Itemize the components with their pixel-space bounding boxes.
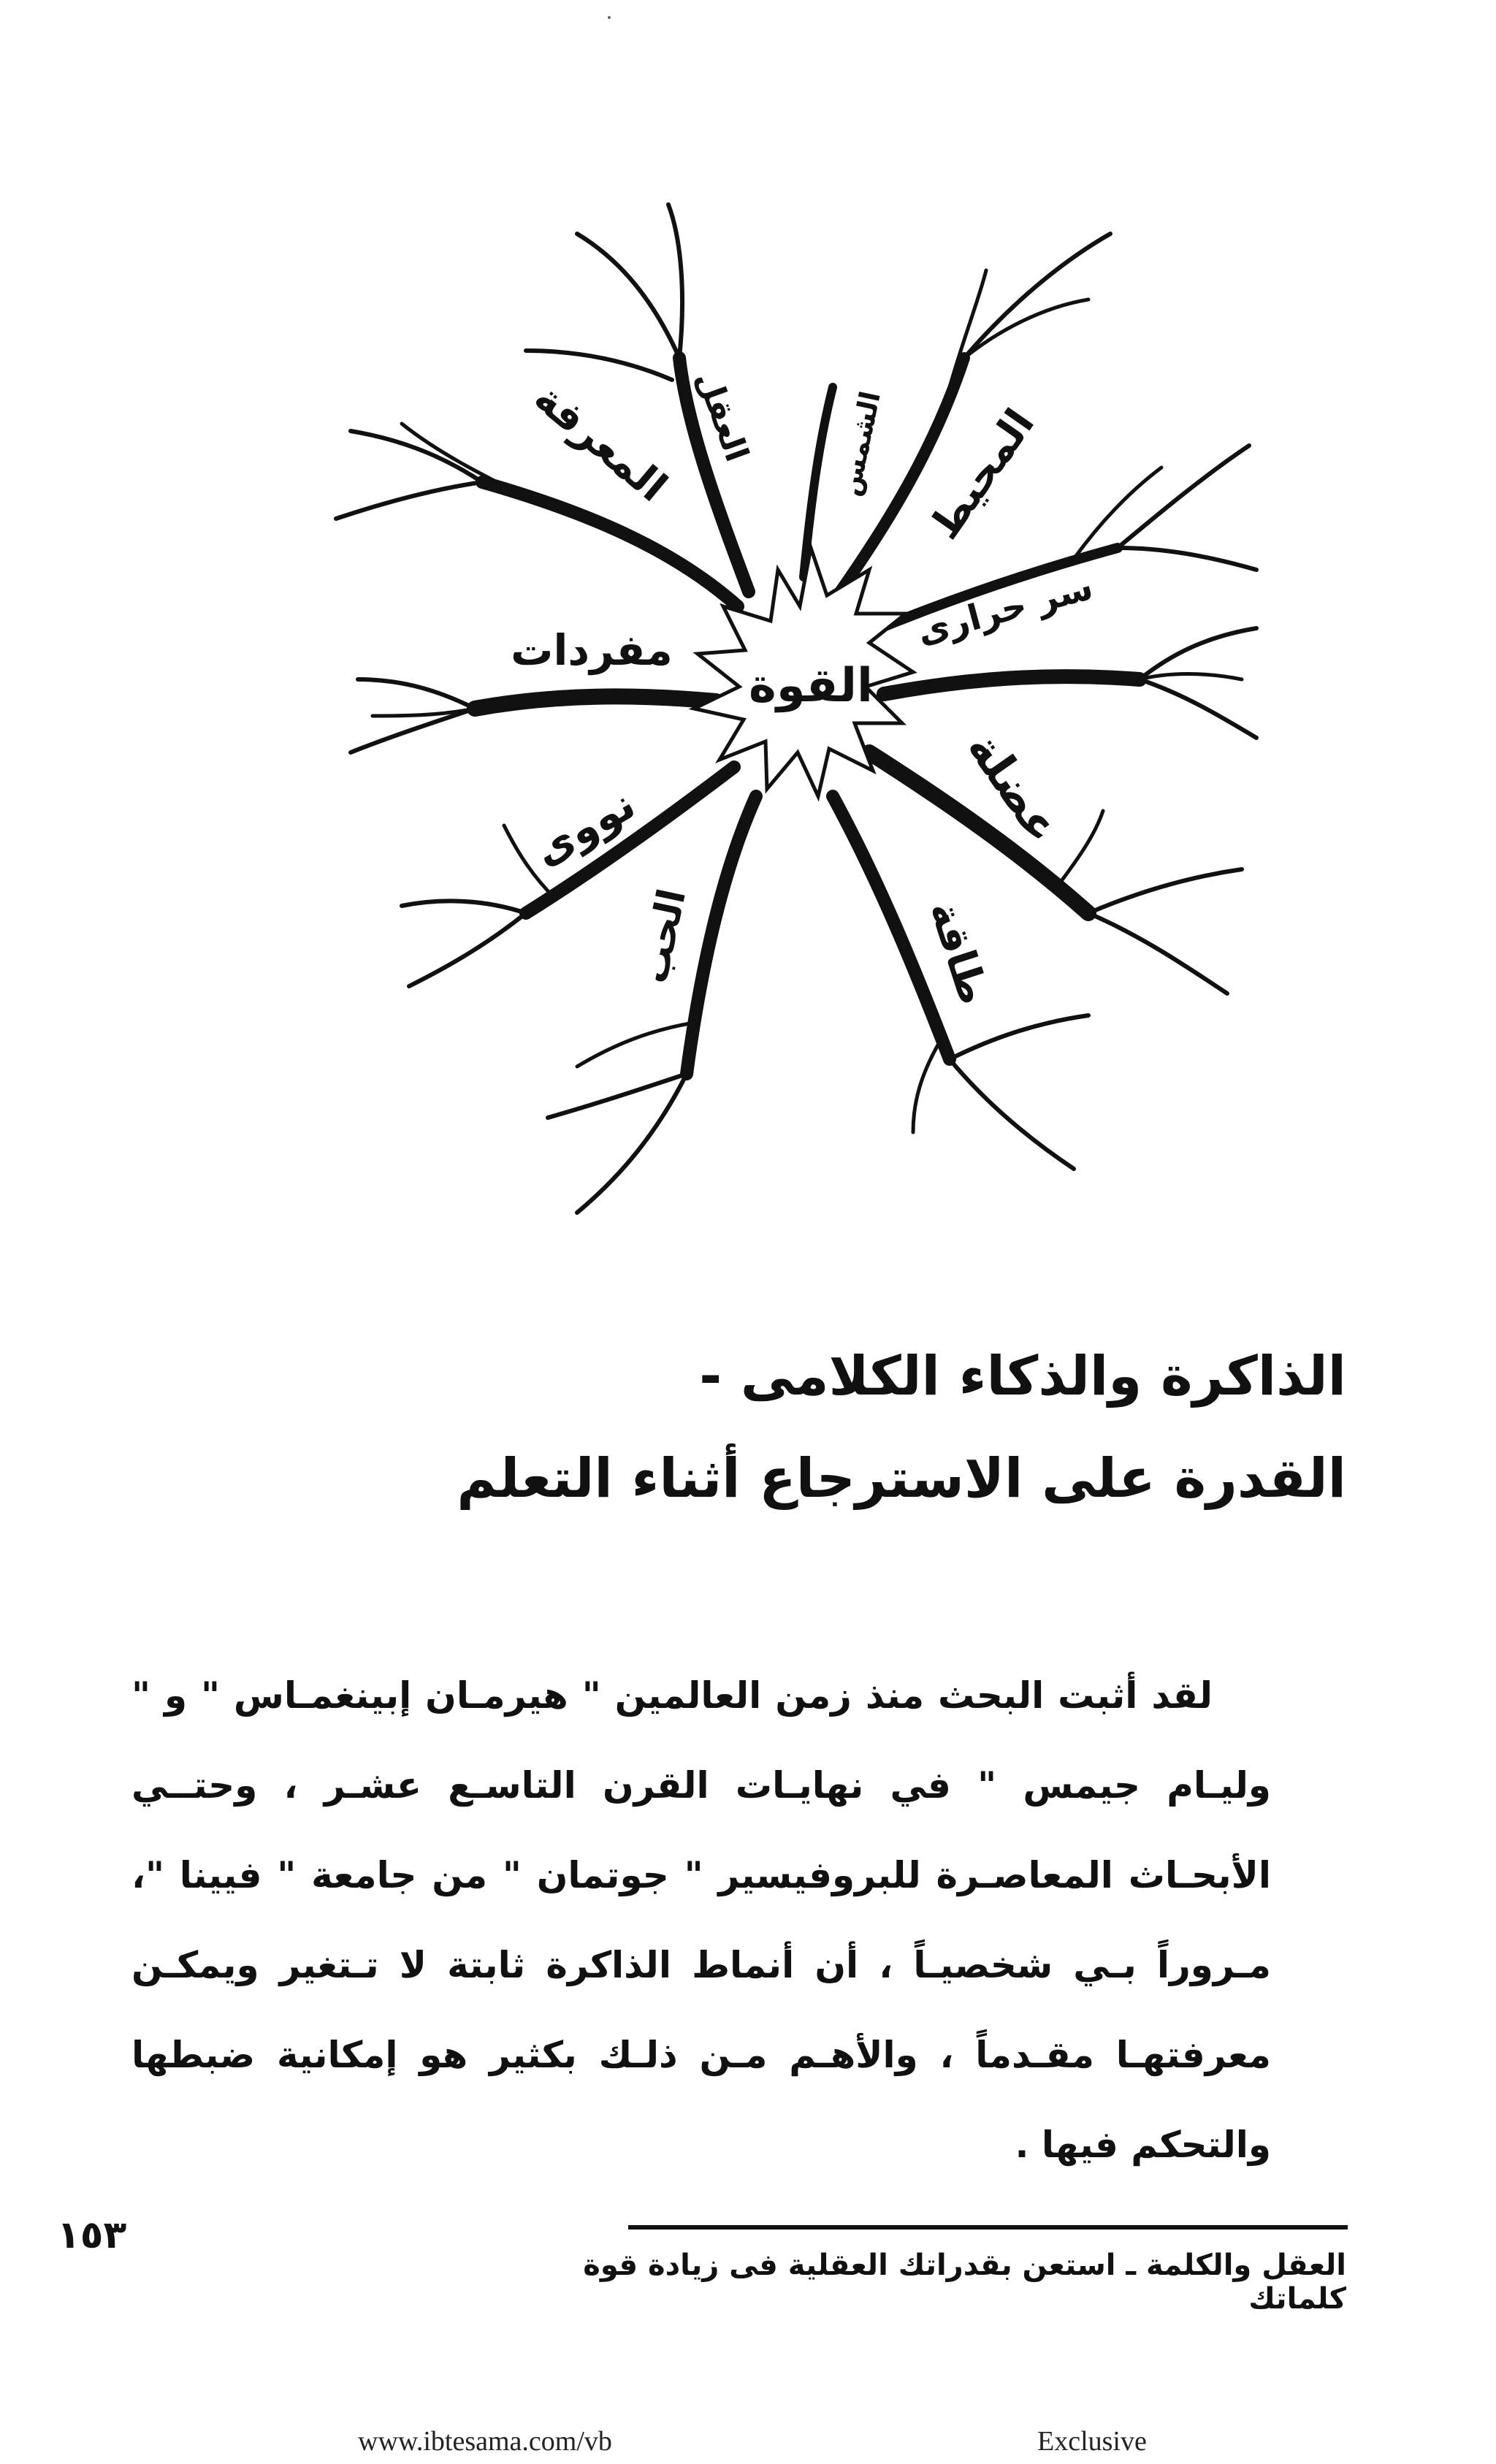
section-heading-line-2: القدرة على الاسترجاع أثناء التعلم — [457, 1447, 1346, 1510]
footer-rule — [628, 2225, 1348, 2230]
watermark-tag: Exclusive — [1037, 2426, 1147, 2457]
section-heading-line-1: الذاكرة والذكاء الكلامى - — [699, 1345, 1346, 1408]
branch-left — [475, 696, 716, 709]
mind-map — [307, 139, 1315, 1293]
mind-map-drawing — [307, 139, 1315, 1293]
branch-right — [884, 676, 1140, 694]
page-number: ١٥٣ — [57, 2213, 127, 2257]
branch-label-vocabulary: مفردات — [511, 625, 673, 675]
branch-upper-mid — [804, 387, 833, 577]
branch-label-nuclear: نووى — [525, 779, 644, 876]
branch-lower-left-2 — [687, 796, 756, 1074]
branch-label-ocean: المحيط — [920, 400, 1045, 549]
branch-label-love: الحب — [632, 885, 695, 988]
branch-upper-left-2 — [482, 482, 738, 606]
watermark-site: www.ibtesama.com/vb — [358, 2426, 612, 2457]
footer-book-title: العقل والكلمة ـ استعن بقدراتك العقلية فى زيادة قوة كلماتك — [583, 2249, 1346, 2316]
branch-label-knowledge: المعرفة — [524, 373, 676, 511]
center-label: القوة — [749, 659, 873, 713]
body-paragraph: لقد أثبت البحث منذ زمن العالمين " هيرمـان إبينغمـاس " و " وليـام جيمس " في نهايـات القرن التاسـع عشـر ، وحتــي الأبحـاث المعاصـرة للبروفيسير " جوتمان " من جامعة " فيينا "، مـروراً بـي شخصيـاً ، أن أنماط الذاكرة ثابتة لا تـتغير ويمكـن معرفتهـا مقـدماً ، والأهـم مـن ذلـك بكثير هو إمكانية ضبطها والتحكم فيها . — [131, 1674, 1271, 2166]
branch-label-heat-secret: سر حرارى — [912, 566, 1098, 653]
branch-label-muscle: عضلة — [957, 722, 1071, 853]
branch-label-energy: طاقة — [920, 895, 998, 1010]
branch-label-sun: الشمس — [833, 388, 887, 499]
branch-label-mind: العقل — [688, 366, 756, 467]
stray-dot — [608, 16, 611, 19]
